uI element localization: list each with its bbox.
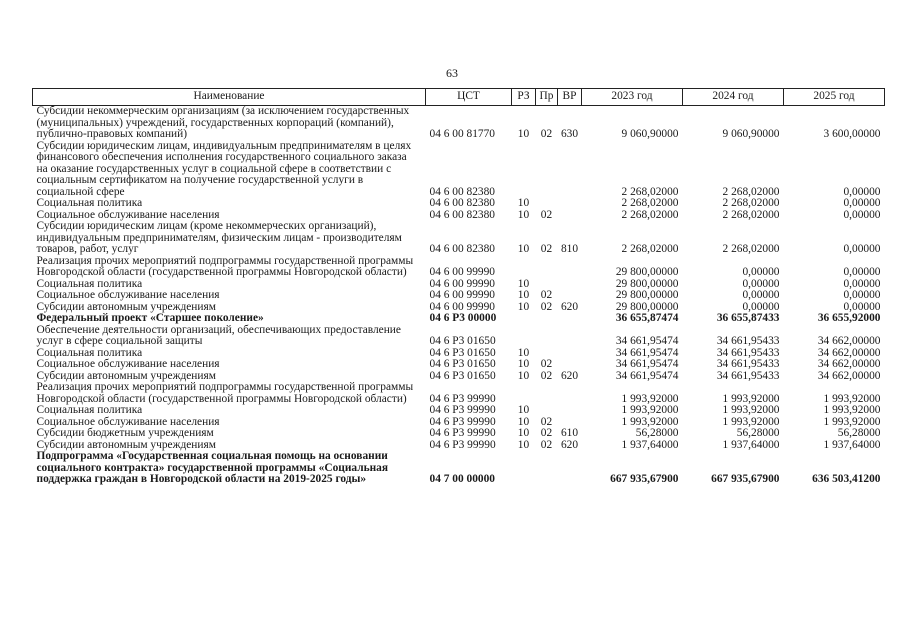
row-pr [536,382,558,405]
row-rz [512,325,536,348]
row-vr [558,348,582,360]
row-name: Субсидии юридическим лицам (кроме некоммерческих организаций), индивидуальным предпринимателям, физическим лицам - производителям товаров, работ, услуг [36,220,402,255]
row-value-2025: 0,00000 [843,266,881,278]
row-rz: 10 [517,289,530,301]
row-pr: 02 [540,427,553,439]
row-cst: 04 6 P3 99990 [429,404,496,416]
row-vr [558,325,582,348]
row-value-2023: 29 800,00000 [615,300,679,313]
row-value-2024: 34 661,95433 [716,358,780,370]
row-rz: 10 [517,300,530,313]
table-row [33,359,885,371]
row-pr: 02 [540,289,553,301]
row-pr: 02 [540,128,553,140]
row-vr [558,405,582,417]
row-cst: 04 6 00 82380 [429,197,495,209]
table-body [33,106,885,486]
row-cst: 04 6 P3 99990 [429,415,496,428]
row-value-2025: 1 993,92000 [823,415,881,428]
table-row [33,451,885,486]
row-rz [512,313,536,325]
row-value-2023: 1 993,92000 [621,404,679,416]
row-cst: 04 6 P3 01650 [429,346,496,359]
row-vr: 620 [560,369,579,382]
budget-table [32,88,885,486]
row-name: Социальное обслуживание населения [36,358,220,370]
row-cst: 04 6 P3 00000 [429,312,497,324]
row-name: Субсидии автономным учреждениям [36,438,216,451]
header-2025: 2025 год [784,89,885,106]
row-value-2025: 34 662,00000 [817,346,881,359]
row-value-2024: 0,00000 [742,300,780,313]
row-name: Социальное обслуживание населения [36,289,220,301]
page-number: 63 [446,66,458,80]
row-vr [558,313,582,325]
row-name: Субсидии бюджетным учреждениям [36,427,214,439]
row-pr: 02 [540,243,553,255]
row-value-2023: 2 268,02000 [621,208,679,221]
row-vr: 620 [560,300,579,313]
row-value-2023: 29 800,00000 [615,289,679,301]
header-vr: ВР [558,89,582,106]
row-cst: 04 6 00 82380 [429,243,495,255]
row-vr [558,451,582,486]
row-cst: 04 6 00 99990 [429,289,495,301]
row-pr [536,405,558,417]
row-cst: 04 6 00 99990 [429,266,495,278]
row-rz: 10 [517,369,530,382]
row-value-2025: 3 600,00000 [823,128,881,140]
row-pr: 02 [540,208,553,221]
table-row [33,106,885,141]
row-value-2025: 0,00000 [843,289,881,301]
row-value-2023: 34 661,95474 [615,335,679,347]
row-vr [558,359,582,371]
row-value-2024: 1 993,92000 [722,404,780,416]
table-row [33,198,885,210]
table-row [33,382,885,405]
row-rz [512,382,536,405]
row-vr [558,256,582,279]
row-rz: 10 [517,208,530,221]
row-value-2024: 0,00000 [742,289,780,301]
row-value-2025: 1 993,92000 [823,404,881,416]
table-row [33,256,885,279]
row-value-2023: 34 661,95474 [615,369,679,382]
row-value-2023: 34 661,95474 [615,358,679,370]
row-vr [558,210,582,222]
row-rz: 10 [517,243,530,255]
row-value-2025: 0,00000 [843,277,881,290]
row-value-2023: 1 993,92000 [621,392,679,405]
row-name: Реализация прочих мероприятий подпрограммы государственной программы Новгородской области (государственной программы Новгородской области) [36,381,414,405]
row-name: Реализация прочих мероприятий подпрограммы государственной программы Новгородской области (государственной программы Новгородской области) [36,254,414,278]
row-rz: 10 [517,346,530,359]
row-cst: 04 6 00 82380 [429,208,495,221]
row-value-2023: 2 268,02000 [621,243,679,255]
row-rz: 10 [517,404,530,416]
row-value-2024: 667 935,67900 [711,473,780,485]
header-2024: 2024 год [683,89,784,106]
table-row [33,313,885,325]
table-row [33,325,885,348]
row-pr: 02 [540,300,553,313]
row-rz: 10 [517,277,530,290]
row-pr: 02 [540,415,553,428]
row-rz [512,256,536,279]
row-rz: 10 [517,438,530,451]
header-name: Наименование [33,89,426,106]
header-pr: Пр [536,89,558,106]
row-value-2024: 0,00000 [742,277,780,290]
row-rz: 10 [517,128,530,140]
row-cst: 04 7 00 00000 [429,473,495,485]
row-rz [512,141,536,199]
row-value-2024: 1 937,64000 [722,438,780,451]
row-vr: 630 [560,128,579,140]
row-pr [536,325,558,348]
table-row [33,290,885,302]
row-rz: 10 [517,197,530,209]
row-value-2024: 34 661,95433 [716,335,780,347]
row-pr [536,198,558,210]
row-name: Социальное обслуживание населения [36,415,220,428]
row-cst: 04 6 00 99990 [429,277,495,290]
row-value-2023: 9 060,90000 [621,128,679,140]
row-cst: 04 6 00 99990 [429,300,495,313]
row-value-2025: 34 662,00000 [817,358,881,370]
row-value-2023: 36 655,87474 [615,312,679,324]
row-value-2024: 1 993,92000 [722,392,780,405]
row-cst: 04 6 P3 99990 [429,438,496,451]
row-value-2025: 1 937,64000 [823,438,881,451]
row-rz: 10 [517,358,530,370]
row-value-2023: 29 800,00000 [615,266,679,278]
row-value-2025: 0,00000 [843,197,881,209]
row-name: Социальная политика [36,346,143,359]
row-value-2023: 34 661,95474 [615,346,679,359]
row-cst: 04 6 00 81770 [429,128,495,140]
row-vr [558,382,582,405]
row-value-2023: 56,28000 [635,427,679,439]
row-value-2025: 34 662,00000 [817,369,881,382]
row-name: Социальная политика [36,277,143,290]
row-value-2025: 56,28000 [837,427,881,439]
row-pr: 02 [540,438,553,451]
header-cst: ЦСТ [426,89,512,106]
row-value-2023: 1 937,64000 [621,438,679,451]
row-name: Социальная политика [36,404,143,416]
row-rz: 10 [517,427,530,439]
row-name: Социальная политика [36,197,143,209]
row-value-2024: 0,00000 [742,266,780,278]
row-cst: 04 6 P3 01650 [429,335,496,347]
table-row [33,221,885,256]
row-name: Субсидии автономным учреждениям [36,369,216,382]
row-value-2024: 2 268,02000 [722,208,780,221]
table-row [33,405,885,417]
row-value-2024: 56,28000 [736,427,780,439]
row-value-2025: 636 503,41200 [812,473,881,485]
row-value-2025: 0,00000 [843,208,881,221]
row-name: Обеспечение деятельности организаций, обеспечивающих предоставление услуг в сфере социальной защиты [36,323,401,347]
row-pr [536,451,558,486]
row-value-2025: 0,00000 [843,243,881,255]
row-rz [512,451,536,486]
table-row [33,141,885,199]
row-name: Подпрограмма «Государственная социальная помощь на основании социального контракта» государственной программы «Социальная поддержка граждан в Новгородской области на 2019-2025 годы» [36,450,389,485]
row-rz: 10 [517,415,530,428]
row-value-2023: 2 268,02000 [621,185,679,198]
row-value-2024: 34 661,95433 [716,346,780,359]
row-cst: 04 6 P3 99990 [429,427,496,439]
row-value-2023: 667 935,67900 [610,473,679,485]
row-value-2024: 36 655,87433 [716,312,780,324]
header-rz: РЗ [512,89,536,106]
row-vr [558,290,582,302]
row-value-2025: 0,00000 [843,185,881,198]
row-value-2024: 9 060,90000 [722,128,780,140]
row-name: Субсидии автономным учреждениям [36,300,216,313]
row-value-2023: 2 268,02000 [621,197,679,209]
row-pr: 02 [540,369,553,382]
table-row [33,428,885,440]
row-value-2024: 1 993,92000 [722,415,780,428]
row-cst: 04 6 P3 01650 [429,369,496,382]
row-pr [536,313,558,325]
row-value-2024: 34 661,95433 [716,369,780,382]
row-name: Федеральный проект «Старшее поколение» [36,312,264,324]
row-value-2025: 36 655,92000 [817,312,881,324]
row-pr: 02 [540,358,553,370]
row-name: Субсидии некоммерческим организациям (за исключением государственных (муниципальных) учреждений, государственных корпораций (компаний), публично-правовых компаний) [36,105,410,140]
row-vr [558,198,582,210]
header-2023: 2023 год [582,89,683,106]
row-cst: 04 6 P3 01650 [429,358,496,370]
row-vr [558,279,582,291]
row-cst: 04 6 P3 99990 [429,392,496,405]
row-pr [536,141,558,199]
row-value-2024: 2 268,02000 [722,243,780,255]
row-name: Социальное обслуживание населения [36,208,220,221]
row-value-2023: 1 993,92000 [621,415,679,428]
row-vr: 620 [560,438,579,451]
row-value-2024: 2 268,02000 [722,197,780,209]
row-value-2025: 1 993,92000 [823,392,881,405]
row-cst: 04 6 00 82380 [429,185,495,198]
row-vr: 810 [560,243,579,255]
row-value-2024: 2 268,02000 [722,185,780,198]
table-header-row [33,89,885,106]
row-value-2023: 29 800,00000 [615,277,679,290]
row-pr [536,256,558,279]
row-name: Субсидии юридическим лицам, индивидуальным предпринимателям в целях финансового обеспечения исполнения государственного социального заказа на оказание государственных услуг в социальной сфере в соответствии с социальным сертификатом на получение государственной услуги в социальной сфере [36,139,412,198]
row-vr: 610 [560,427,579,439]
row-vr [558,141,582,199]
row-value-2025: 34 662,00000 [817,335,881,347]
row-value-2025: 0,00000 [843,300,881,313]
